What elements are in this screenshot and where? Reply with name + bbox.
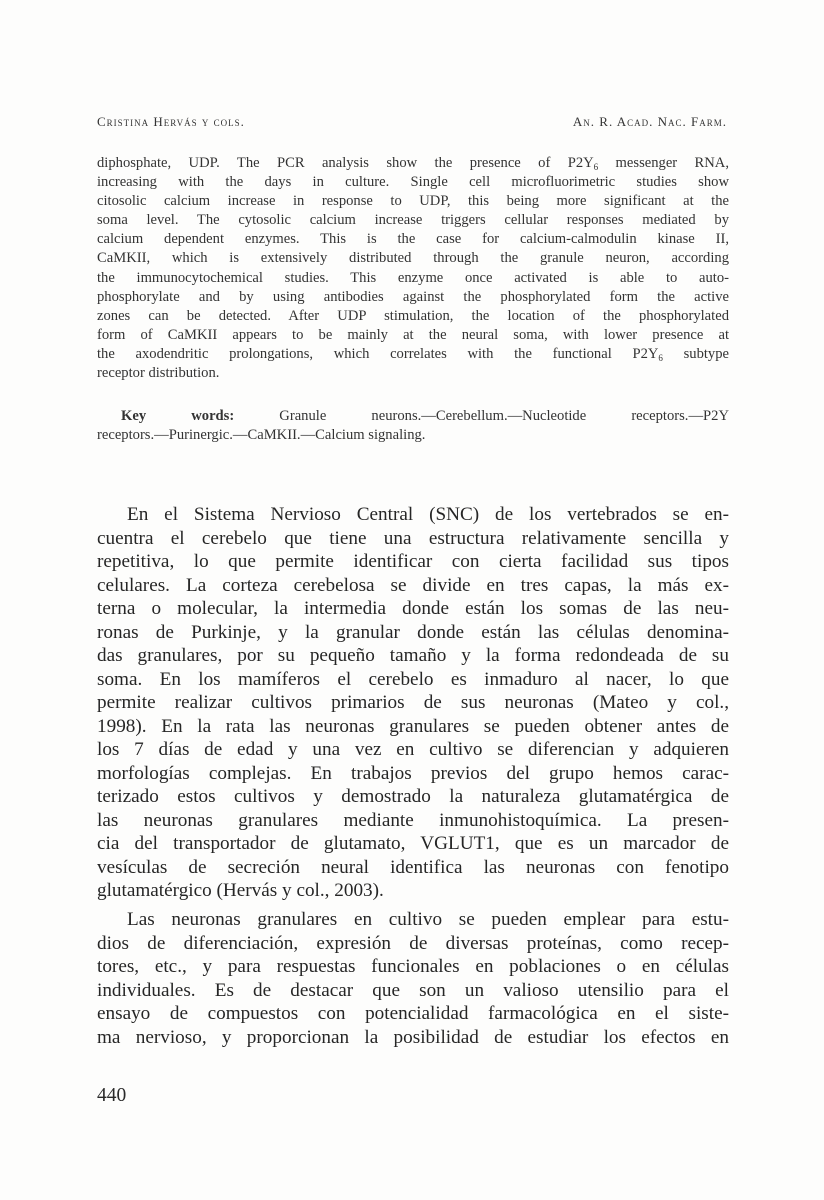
- body-line: glutamatérgico (Hervás y col., 2003).: [97, 880, 384, 901]
- abstract-line: diphosphate, UDP. The PCR analysis show the presence of $P2Y_6$ messenger RNA,: [97, 155, 729, 172]
- body-line: terizado estos cultivos y demostrado la naturaleza glutamatérgica de: [97, 786, 729, 807]
- body-line: En el Sistema Nervioso Central (SNC) de los vertebrados se en-: [127, 504, 729, 525]
- running-header-journal: An. R. Acad. Nac. Farm.: [572, 114, 727, 129]
- abstract-line: phosphorylate and by using antibodies against the phosphorylated form the active: [97, 288, 729, 305]
- abstract-line: increasing with the days in culture. Single cell microfluorimetric studies show: [97, 174, 729, 191]
- abstract-paragraph: [97, 154, 729, 383]
- page-number: 440: [97, 1085, 127, 1106]
- body-line: ensayo de compuestos con potencialidad farmacológica en el siste-: [97, 1003, 729, 1024]
- body-line: cuentra el cerebelo que tiene una estructura relativamente sencilla y: [97, 527, 729, 549]
- body-line: dios de diferenciación, expresión de diversas proteínas, como recep-: [97, 932, 729, 954]
- body-line: morfologías complejas. En trabajos previos del grupo hemos carac-: [97, 762, 729, 784]
- body-line: permite realizar cultivos primarios de sus neuronas (Mateo y col.,: [97, 692, 729, 713]
- abstract-line: form of CaMKII appears to be mainly at the neural soma, with lower presence at: [97, 326, 729, 343]
- body-line: das granulares, por su pequeño tamaño y la forma redondeada de su: [97, 645, 729, 666]
- abstract-line: the axodendritic prolongations, which correlates with the functional $P2Y_6$ subtype: [97, 345, 729, 363]
- running-header: [97, 114, 727, 134]
- abstract-line: zones can be detected. After UDP stimulation, the location of the phosphorylated: [97, 307, 729, 324]
- body-line: ma nervioso, y proporcionan la posibilidad de estudiar los efectos en: [97, 1026, 729, 1048]
- abstract-line: calcium dependent enzymes. This is the case for calcium-calmodulin kinase II,: [97, 231, 729, 248]
- body-paragraph-2: [97, 908, 729, 1049]
- body-line: terna o molecular, la intermedia donde están los somas de las neu-: [97, 598, 729, 619]
- abstract-line: citosolic calcium increase in response to UDP, this being more significant at the: [97, 193, 729, 210]
- abstract-line: CaMKII, which is extensively distributed through the granule neuron, according: [97, 250, 729, 267]
- body-line: los 7 días de edad y una vez en cultivo se diferencian y adquieren: [97, 739, 729, 760]
- body-line: 1998). En la rata las neuronas granulares se pueden obtener antes de: [97, 715, 729, 737]
- abstract-line: the immunocytochemical studies. This enzyme once activated is able to auto-: [97, 269, 729, 286]
- abstract-line: soma level. The cytosolic calcium increase triggers cellular responses mediated by: [97, 212, 729, 229]
- body-line: repetitiva, lo que permite identificar con cierta facilidad sus tipos: [97, 551, 729, 572]
- body-line: Las neuronas granulares en cultivo se pueden emplear para estu-: [127, 909, 729, 930]
- subscript: 6: [658, 352, 663, 363]
- keywords-line: receptors.—Purinergic.—CaMKII.—Calcium signaling.: [97, 427, 426, 444]
- body-line: cia del transportador de glutamato, VGLUT1, que es un marcador de: [97, 833, 729, 854]
- body-line: soma. En los mamíferos el cerebelo es inmaduro al nacer, lo que: [97, 668, 729, 690]
- keywords-line: Key words: Granule neurons.—Cerebellum.—Nucleotide receptors.—P2Y: [121, 408, 729, 424]
- body-line: individuales. Es de destacar que son un valioso utensilio para el: [97, 979, 729, 1001]
- body-line: vesículas de secreción neural identifica las neuronas con fenotipo: [97, 856, 729, 878]
- body-line: ronas de Purkinje, y la granular donde están las células denomina-: [97, 621, 729, 643]
- body-line: las neuronas granulares mediante inmunohistoquímica. La presen-: [97, 809, 729, 831]
- body-paragraph-1: [97, 503, 729, 903]
- body-line: celulares. La corteza cerebelosa se divide en tres capas, la más ex-: [97, 574, 729, 596]
- keywords-block: [97, 407, 729, 445]
- subscript: 6: [593, 162, 599, 172]
- running-header-authors: Cristina Hervás y cols.: [97, 114, 245, 129]
- body-line: tores, etc., y para respuestas funcionales en poblaciones o en células: [97, 956, 729, 977]
- abstract-line: receptor distribution.: [97, 365, 220, 382]
- keywords-label: Key words:: [121, 408, 235, 424]
